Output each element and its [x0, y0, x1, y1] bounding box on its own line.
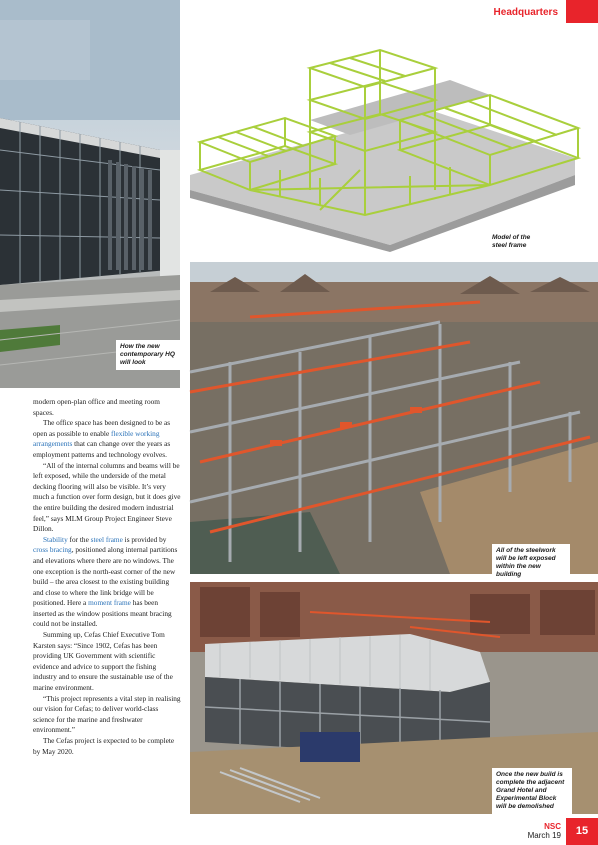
article-paragraph: The Cefas project is expected to be complete by May 2020. — [33, 736, 175, 756]
text-span: has been inserted as the window positions meant bracing could not be installed. — [33, 598, 172, 629]
model-caption: Model of the steel frame — [490, 232, 542, 252]
text-span: is provided by — [122, 534, 167, 544]
article-body — [33, 397, 181, 757]
article-paragraph: Summing up, Cefas Chief Executive Tom Karsten says: “Since 1902, Cefas has been providing UK Government with scientific evidence and advice to support the fishing industry and to ensure the sustainable use of the marine environment. — [33, 630, 173, 693]
section-tab — [566, 0, 598, 23]
article-paragraph — [33, 535, 181, 630]
stability-link[interactable]: Stability — [43, 534, 68, 544]
cross-bracing-link[interactable]: cross bracing — [33, 545, 72, 555]
text-span: for the — [67, 534, 91, 544]
steel-frame-model-image — [190, 40, 590, 250]
moment-frame-link[interactable]: moment frame — [88, 598, 131, 608]
flexible-working-link[interactable]: flexible working arrangements — [33, 428, 160, 449]
steelwork-photo-graphic — [190, 262, 598, 574]
aerial-photo-caption: Once the new build is complete the adjacent Grand Hotel and Experimental Block will be demolished — [492, 768, 572, 814]
hq-rendering-graphic — [0, 0, 180, 388]
footer-brand: NSC — [544, 822, 561, 831]
steelwork-photo-caption: All of the steelwork will be left exposed within the new building — [492, 544, 570, 582]
text-span: that can change over the years as employment patterns and technology evolves. — [33, 439, 171, 459]
steel-frame-model-graphic — [190, 40, 590, 250]
article-paragraph: “This project represents a vital step in realising our vision for Cefas; to deliver world-class science for the marine and freshwater environment.” — [33, 693, 181, 735]
steel-frame-link[interactable]: steel frame — [90, 534, 123, 544]
article-paragraph: modern open-plan office and meeting room spaces. — [33, 397, 160, 417]
section-label: Headquarters — [493, 7, 558, 18]
hq-rendering-image — [0, 0, 180, 388]
article-paragraph: “All of the internal columns and beams will be left exposed, while the underside of the metal decking flooring will also be visible. It’s very much a function over form design, but it does give the entire building the desired modern industrial feel,” says MLM Group Project Engineer Steve Dillon. — [33, 460, 181, 534]
render-caption: How the new contemporary HQ will look — [116, 340, 182, 370]
text-span: , positioned along internal partitions and elevations where there are no windows. The one exception is the north-east corner of the new build – the area closest to the existing building and close to where the link bridge will be positioned. Here a — [33, 545, 178, 608]
page-number: 15 — [566, 818, 598, 845]
article-paragraph — [33, 418, 181, 460]
text-span: The office space has been designed to be as open as possible to enable — [33, 418, 171, 438]
aerial-site-photo — [190, 582, 598, 814]
footer-date: March 19 — [527, 831, 561, 840]
steelwork-photo — [190, 262, 598, 578]
